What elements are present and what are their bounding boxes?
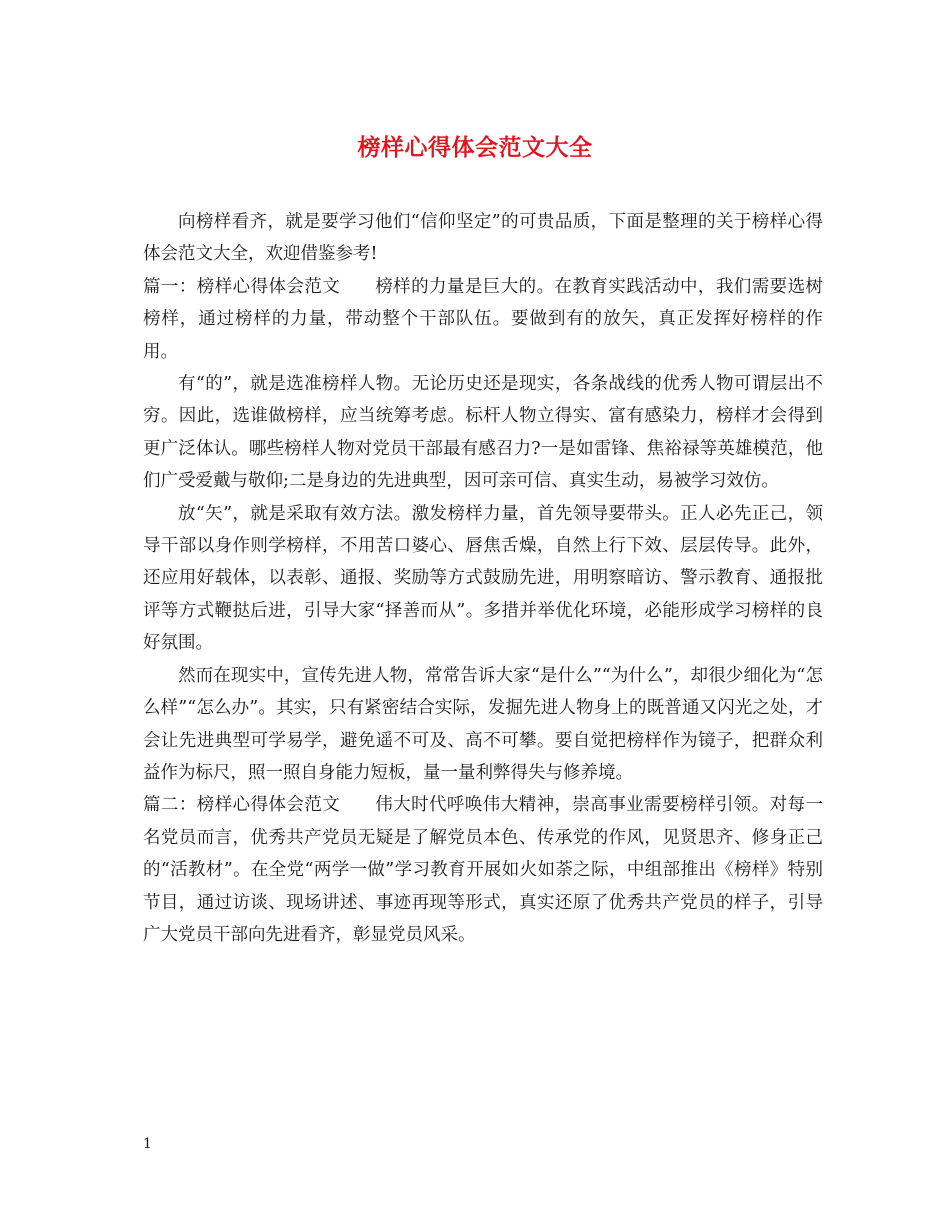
section-one-heading: 篇一：榜样心得体会范文 [143,276,341,297]
document-body [143,206,823,951]
section-two-heading: 篇二：榜样心得体会范文 [143,795,341,816]
body-paragraph: 然而在现实中，宣传先进人物，常常告诉大家“是什么”“为什么”，却很少细化为“怎么样”“怎么办”。其实，只有紧密结合实际，发掘先进人物身上的既普通又闪光之处，才会让先进典型可学易学，避免遥不可及、高不可攀。要自觉把榜样作为镜子，把群众利益作为标尺，照一照自身能力短板，量一量利弊得失与修养境。 [143,665,823,783]
section-two-paragraph [143,789,823,951]
document-title: 榜样心得体会范文大全 [357,134,593,161]
intro-paragraph: 向榜样看齐，就是要学习他们“信仰坚定”的可贵品质，下面是整理的关于榜样心得体会范文大全，欢迎借鉴参考! [143,212,823,265]
section-one-text: 榜样的力量是巨大的。在教育实践活动中，我们需要选树榜样，通过榜样的力量，带动整个干部队伍。要做到有的放矢，真正发挥好榜样的作用。 [143,276,824,362]
body-paragraph: 有“的”，就是选准榜样人物。无论历史还是现实，各条战线的优秀人物可谓层出不穷。因此，选谁做榜样，应当统筹考虑。标杆人物立得实、富有感染力，榜样才会得到更广泛体认。哪些榜样人物对党员干部最有感召力?一是如雷锋、焦裕禄等英雄模范，他们广受爱戴与敬仰;二是身边的先进典型，因可亲可信、真实生动，易被学习效仿。 [143,374,823,492]
page-number: 1 [143,1136,152,1152]
section-one-paragraph [143,271,823,368]
section-two-text: 伟大时代呼唤伟大精神，崇高事业需要榜样引领。对每一名党员而言，优秀共产党员无疑是了解党员本色、传承党的作风，见贤思齐、修身正己的“活教材”。在全党“两学一做”学习教育开展如火如荼之际，中组部推出《榜样》特别节目，通过访谈、现场讲述、事迹再现等形式，真实还原了优秀共产党员的样子，引导广大党员干部向先进看齐，彰显党员风采。 [143,795,824,945]
body-paragraph: 放“矢”，就是采取有效方法。激发榜样力量，首先领导要带头。正人必先正己，领导干部以身作则学榜样，不用苦口婆心、唇焦舌燥，自然上行下效、层层传导。此外，还应用好载体，以表彰、通报、奖励等方式鼓励先进，用明察暗访、警示教育、通报批评等方式鞭挞后进，引导大家“择善而从”。多措并举优化环境，必能形成学习榜样的良好氛围。 [143,503,823,654]
